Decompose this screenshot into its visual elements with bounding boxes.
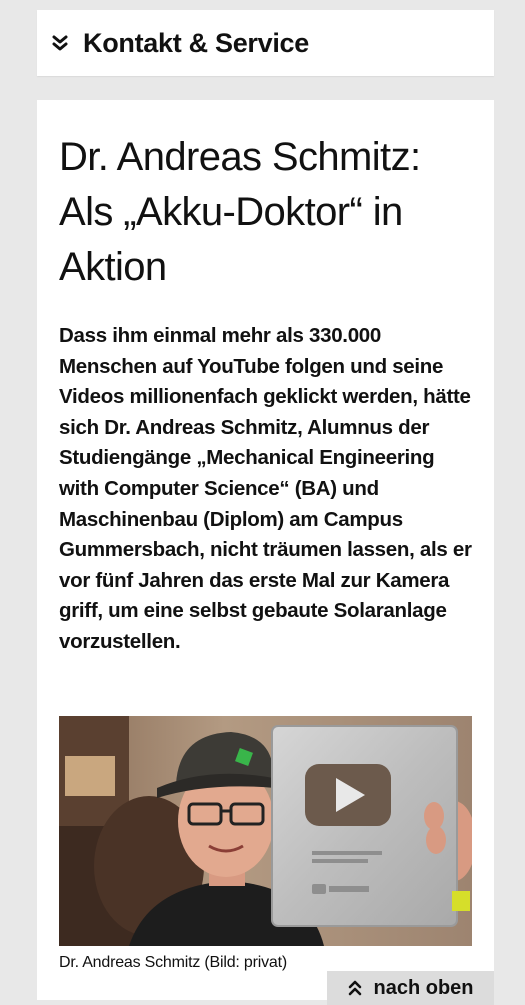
double-chevron-down-icon — [51, 32, 69, 54]
back-to-top-label: nach oben — [373, 976, 474, 999]
kontakt-service-accordion[interactable] — [37, 10, 494, 76]
accordion-title: Kontakt & Service — [83, 27, 309, 58]
article-card — [37, 100, 494, 1000]
article-photo — [59, 716, 472, 946]
article-headline: Dr. Andreas Schmitz: Als „Akku-Doktor“ in Aktion — [59, 135, 421, 289]
double-chevron-up-icon — [347, 979, 363, 997]
photo-caption: Dr. Andreas Schmitz (Bild: privat) — [59, 954, 287, 971]
article-lead: Dass ihm einmal mehr als 330.000 Menschen auf YouTube folgen und seine Videos millionenfach geklickt werden, hätte sich Dr. Andreas Schmitz, Alumnus der Studiengänge „Mechanical Engineering with Computer Science“ (BA) und Maschinenbau (Diplom) am Campus Gummersbach, nicht träumen lassen, als er vor fünf Jahren das erste Mal zur Kamera griff, um eine selbst gebaute Solaranlage vorzustellen. — [59, 324, 472, 653]
